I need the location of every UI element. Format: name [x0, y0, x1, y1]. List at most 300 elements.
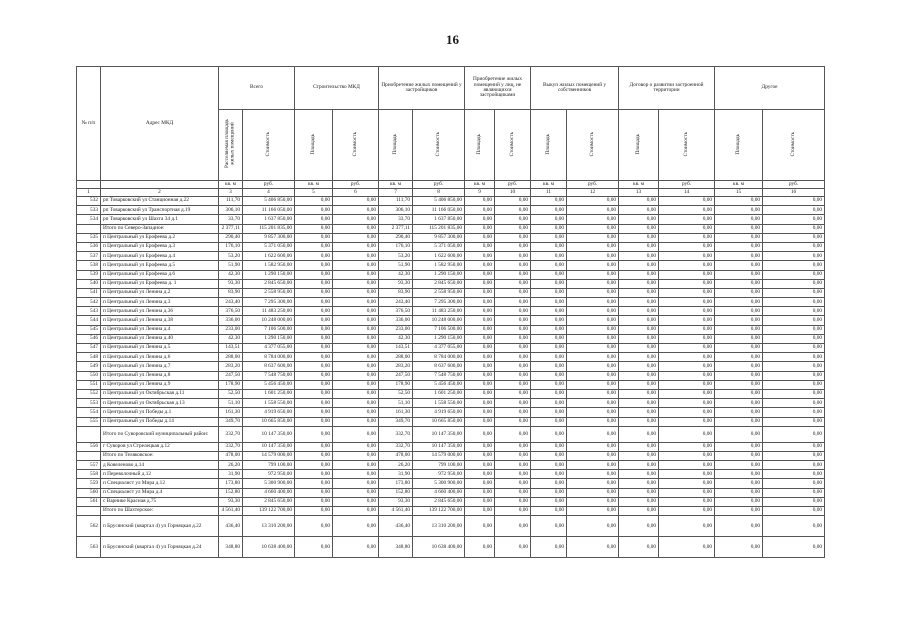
row-value: 7 106 500,00 — [243, 325, 295, 334]
row-value: 0,00 — [619, 537, 659, 558]
row-address: рп Товарковский ул Шахта 34 д.1 — [101, 215, 219, 224]
row-value: 0,00 — [619, 334, 659, 343]
row-value: 10 638 400,00 — [413, 537, 465, 558]
row-value: 0,00 — [495, 470, 531, 479]
row-value: 0,00 — [495, 380, 531, 389]
row-value: 0,00 — [567, 233, 619, 242]
row-value: 2 377,11 — [379, 224, 413, 233]
row-value: 0,00 — [531, 224, 567, 233]
row-value: 2 845 650,00 — [243, 279, 295, 288]
row-value: 0,00 — [495, 334, 531, 343]
row-value: 1 290 150,00 — [413, 270, 465, 279]
table-row — [77, 334, 825, 343]
row-number: 558 — [77, 470, 101, 479]
row-value: 0,00 — [531, 479, 567, 488]
row-value: 0,00 — [763, 353, 825, 362]
row-value: 1 601 250,00 — [413, 389, 465, 398]
unit-area: кв. м — [219, 181, 243, 189]
row-value: 0,00 — [659, 442, 715, 451]
unit-cost: руб. — [243, 181, 295, 189]
row-value: 0,00 — [659, 279, 715, 288]
row-value: 0,00 — [619, 461, 659, 470]
row-value: 0,00 — [659, 537, 715, 558]
row-value: 0,00 — [333, 288, 379, 297]
row-value: 1 558 550,00 — [243, 399, 295, 408]
row-value: 139 122 700,00 — [413, 507, 465, 516]
row-value: 0,00 — [567, 408, 619, 417]
row-value: 0,00 — [619, 488, 659, 497]
row-address: п Центральный ул Ленина д.38 — [101, 316, 219, 325]
row-address: п Центральный ул Ерофеева д.6 — [101, 270, 219, 279]
row-value: 0,00 — [567, 197, 619, 206]
row-value: 0,00 — [495, 516, 531, 537]
row-value: 161,30 — [219, 408, 243, 417]
row-value: 972 950,00 — [243, 470, 295, 479]
row-value: 0,00 — [465, 470, 495, 479]
row-value: 0,00 — [295, 334, 333, 343]
table-row — [77, 362, 825, 371]
row-value: 1 558 550,00 — [413, 399, 465, 408]
row-value: 0,00 — [333, 316, 379, 325]
row-value: 332,70 — [219, 442, 243, 451]
row-value: 0,00 — [333, 470, 379, 479]
row-value: 0,00 — [715, 224, 763, 233]
row-value: 0,00 — [715, 325, 763, 334]
table-row — [77, 307, 825, 316]
table-row — [77, 242, 825, 251]
row-value: 0,00 — [763, 270, 825, 279]
row-address: Итого по Шахтерское: — [101, 507, 219, 516]
row-value: 0,00 — [619, 206, 659, 215]
row-number: 532 — [77, 197, 101, 206]
unit-cost: руб. — [495, 181, 531, 189]
subheader-cost: Стоимость — [413, 110, 465, 181]
row-value: 0,00 — [531, 325, 567, 334]
row-value: 2 558 950,00 — [413, 288, 465, 297]
row-value: 0,00 — [295, 261, 333, 270]
row-value: 4 561,40 — [219, 507, 243, 516]
row-value: 0,00 — [619, 307, 659, 316]
table-row — [77, 252, 825, 261]
row-value: 1 622 600,00 — [243, 252, 295, 261]
row-value: 7 548 750,00 — [243, 371, 295, 380]
subheader-cost: Стоимость — [659, 110, 715, 181]
row-value: 288,00 — [379, 353, 413, 362]
column-number: 9 — [465, 189, 495, 197]
row-address: п Центральный ул Ленина д.8 — [101, 371, 219, 380]
row-value: 0,00 — [659, 362, 715, 371]
row-number: 555 — [77, 417, 101, 426]
row-value: 4 919 650,00 — [243, 408, 295, 417]
row-value: 1 601 250,00 — [243, 389, 295, 398]
row-value: 0,00 — [531, 451, 567, 460]
row-value: 0,00 — [715, 426, 763, 442]
row-value: 0,00 — [715, 389, 763, 398]
row-value: 0,00 — [619, 270, 659, 279]
row-value: 0,00 — [465, 417, 495, 426]
row-value: 33,70 — [379, 215, 413, 224]
row-value: 0,00 — [295, 233, 333, 242]
row-value: 290,40 — [379, 233, 413, 242]
row-value: 0,00 — [295, 242, 333, 251]
row-value: 288,00 — [219, 353, 243, 362]
row-value: 0,00 — [495, 206, 531, 215]
row-address: п Центральный ул Ленина д.36 — [101, 307, 219, 316]
row-address: г Суворов ул Стрелецкая д.12 — [101, 442, 219, 451]
table-row — [77, 389, 825, 398]
unit-cost: руб. — [333, 181, 379, 189]
row-value: 0,00 — [333, 279, 379, 288]
row-value: 0,00 — [659, 451, 715, 460]
row-value: 53,20 — [379, 252, 413, 261]
row-value: 0,00 — [295, 389, 333, 398]
row-value: 0,00 — [333, 353, 379, 362]
row-value: 332,70 — [219, 426, 243, 442]
row-value: 0,00 — [619, 362, 659, 371]
row-value: 143,51 — [379, 344, 413, 353]
row-value: 0,00 — [659, 399, 715, 408]
row-value: 0,00 — [763, 442, 825, 451]
row-value: 336,00 — [219, 316, 243, 325]
row-value: 152,80 — [379, 488, 413, 497]
row-value: 0,00 — [531, 298, 567, 307]
row-value: 247,50 — [379, 371, 413, 380]
row-value: 0,00 — [465, 233, 495, 242]
row-value: 9 857 300,00 — [243, 233, 295, 242]
row-value: 0,00 — [659, 270, 715, 279]
table-row — [77, 270, 825, 279]
subheader-area: Площадь — [465, 110, 495, 181]
row-value: 0,00 — [333, 488, 379, 497]
row-value: 0,00 — [465, 215, 495, 224]
row-value: 0,00 — [531, 470, 567, 479]
row-value: 0,00 — [567, 516, 619, 537]
row-value: 10 147 350,00 — [413, 426, 465, 442]
row-value: 1 290 150,00 — [243, 270, 295, 279]
row-value: 0,00 — [295, 399, 333, 408]
row-value: 0,00 — [295, 215, 333, 224]
unit-area: кв. м — [379, 181, 413, 189]
row-value: 0,00 — [715, 507, 763, 516]
row-number — [77, 507, 101, 516]
row-value: 11 166 050,00 — [243, 206, 295, 215]
units-row — [77, 181, 825, 189]
row-value: 0,00 — [531, 288, 567, 297]
row-value: 0,00 — [619, 417, 659, 426]
subheader-cost: Стоимость — [763, 110, 825, 181]
row-value: 0,00 — [295, 252, 333, 261]
row-value: 0,00 — [763, 399, 825, 408]
row-number: 560 — [77, 488, 101, 497]
row-address: п Центральный ул Ленина д.6 — [101, 353, 219, 362]
row-value: 10 248 000,00 — [413, 316, 465, 325]
row-value: 478,00 — [219, 451, 243, 460]
row-number: 539 — [77, 270, 101, 279]
unit-area: кв. м — [715, 181, 763, 189]
column-number: 14 — [659, 189, 715, 197]
row-value: 0,00 — [659, 461, 715, 470]
row-value: 0,00 — [763, 497, 825, 506]
row-value: 0,00 — [295, 344, 333, 353]
row-value: 0,00 — [295, 488, 333, 497]
row-number: 548 — [77, 353, 101, 362]
header-group-total: Всего — [219, 67, 295, 110]
row-value: 336,00 — [379, 316, 413, 325]
row-value: 0,00 — [531, 334, 567, 343]
row-value: 0,00 — [333, 270, 379, 279]
row-value: 143,51 — [219, 344, 243, 353]
row-address: п Центральный ул Ленина д.2 — [101, 288, 219, 297]
header-address: Адрес МКД — [101, 67, 219, 181]
subheader-cost: Стоимость — [567, 110, 619, 181]
row-value: 0,00 — [465, 325, 495, 334]
row-value: 290,40 — [219, 233, 243, 242]
row-value: 0,00 — [531, 270, 567, 279]
row-value: 0,00 — [295, 417, 333, 426]
row-value: 0,00 — [495, 451, 531, 460]
row-number: 559 — [77, 479, 101, 488]
row-address: п Центральный ул Ерофеева д.3 — [101, 242, 219, 251]
row-value: 0,00 — [465, 479, 495, 488]
row-value: 0,00 — [295, 298, 333, 307]
row-value: 0,00 — [659, 417, 715, 426]
row-value: 42,30 — [379, 270, 413, 279]
unit-area: кв. м — [295, 181, 333, 189]
subtotal-row — [77, 426, 825, 442]
row-value: 0,00 — [465, 389, 495, 398]
row-value: 4 660 400,00 — [413, 488, 465, 497]
row-value: 0,00 — [333, 461, 379, 470]
row-value: 0,00 — [295, 380, 333, 389]
row-value: 0,00 — [295, 206, 333, 215]
row-value: 0,00 — [465, 461, 495, 470]
row-value: 0,00 — [531, 537, 567, 558]
row-value: 0,00 — [495, 488, 531, 497]
row-value: 0,00 — [659, 206, 715, 215]
row-value: 0,00 — [465, 270, 495, 279]
row-value: 0,00 — [333, 334, 379, 343]
row-value: 0,00 — [333, 215, 379, 224]
row-value: 0,00 — [465, 344, 495, 353]
row-number: 552 — [77, 389, 101, 398]
row-value: 0,00 — [531, 233, 567, 242]
row-value: 4 377 055,00 — [413, 344, 465, 353]
row-value: 0,00 — [465, 288, 495, 297]
row-value: 0,00 — [531, 426, 567, 442]
row-value: 349,70 — [219, 417, 243, 426]
row-value: 0,00 — [763, 344, 825, 353]
row-value: 0,00 — [763, 316, 825, 325]
table-row — [77, 206, 825, 215]
row-value: 5 300 900,00 — [413, 479, 465, 488]
row-value: 0,00 — [495, 325, 531, 334]
row-value: 5 406 850,00 — [243, 197, 295, 206]
row-value: 0,00 — [531, 316, 567, 325]
column-number: 7 — [379, 189, 413, 197]
header-group-developer-purchase: Приобретение жилых помещений у застройщиков — [379, 67, 465, 110]
row-number: 545 — [77, 325, 101, 334]
row-value: 11 483 250,00 — [243, 307, 295, 316]
row-value: 0,00 — [567, 371, 619, 380]
row-value: 0,00 — [659, 325, 715, 334]
row-value: 0,00 — [567, 399, 619, 408]
row-value: 0,00 — [567, 279, 619, 288]
row-value: 0,00 — [531, 408, 567, 417]
row-value: 0,00 — [495, 307, 531, 316]
row-value: 0,00 — [567, 417, 619, 426]
row-value: 0,00 — [295, 537, 333, 558]
row-number: 540 — [77, 279, 101, 288]
row-value: 26,20 — [379, 461, 413, 470]
row-value: 0,00 — [567, 470, 619, 479]
header-group-construction: Строительство МКД — [295, 67, 379, 110]
row-value: 0,00 — [333, 252, 379, 261]
row-value: 2 377,11 — [219, 224, 243, 233]
subheader-area: Площадь — [619, 110, 659, 181]
row-value: 0,00 — [495, 298, 531, 307]
row-value: 0,00 — [763, 470, 825, 479]
table-row — [77, 371, 825, 380]
row-value: 0,00 — [619, 426, 659, 442]
row-value: 0,00 — [495, 507, 531, 516]
row-number: 534 — [77, 215, 101, 224]
row-value: 0,00 — [531, 353, 567, 362]
row-value: 8 784 000,00 — [413, 353, 465, 362]
unit-area: кв. м — [619, 181, 659, 189]
row-value: 348,80 — [379, 537, 413, 558]
row-value: 0,00 — [465, 426, 495, 442]
row-value: 0,00 — [295, 307, 333, 316]
row-value: 139 122 700,00 — [243, 507, 295, 516]
row-address: п Специалист ул Мира д.4 — [101, 488, 219, 497]
row-value: 0,00 — [495, 279, 531, 288]
row-address: с Варнике Красная д.75 — [101, 497, 219, 506]
row-value: 0,00 — [333, 426, 379, 442]
row-value: 0,00 — [619, 344, 659, 353]
row-value: 4 377 055,00 — [243, 344, 295, 353]
row-value: 0,00 — [763, 252, 825, 261]
row-value: 10 147 350,00 — [243, 442, 295, 451]
row-value: 51,10 — [219, 399, 243, 408]
row-value: 0,00 — [659, 334, 715, 343]
row-value: 0,00 — [763, 507, 825, 516]
row-number: 556 — [77, 442, 101, 451]
table-row — [77, 344, 825, 353]
row-value: 0,00 — [619, 479, 659, 488]
row-value: 0,00 — [619, 516, 659, 537]
row-value: 0,00 — [465, 353, 495, 362]
row-value: 4 660 400,00 — [243, 488, 295, 497]
row-value: 0,00 — [465, 362, 495, 371]
row-value: 0,00 — [465, 380, 495, 389]
row-value: 10 665 850,00 — [243, 417, 295, 426]
row-address: Итого по Суворовский муниципальный район: — [101, 426, 219, 442]
row-address: п Центральный ул Ленина д.9 — [101, 380, 219, 389]
row-value: 0,00 — [465, 224, 495, 233]
row-address: Итого по Теляковское: — [101, 451, 219, 460]
row-value: 0,00 — [715, 380, 763, 389]
row-value: 0,00 — [763, 380, 825, 389]
row-value: 4 919 650,00 — [413, 408, 465, 417]
row-value: 0,00 — [763, 461, 825, 470]
row-value: 0,00 — [465, 206, 495, 215]
table-row — [77, 488, 825, 497]
row-address: п Центральный ул Ленина д.7 — [101, 362, 219, 371]
row-value: 51,90 — [379, 261, 413, 270]
row-value: 0,00 — [333, 516, 379, 537]
row-address: п Центральный ул Победы д.1 — [101, 408, 219, 417]
row-value: 0,00 — [619, 389, 659, 398]
row-value: 0,00 — [715, 242, 763, 251]
row-value: 0,00 — [715, 334, 763, 343]
table-row — [77, 399, 825, 408]
row-value: 0,00 — [465, 261, 495, 270]
row-value: 0,00 — [495, 479, 531, 488]
row-value: 0,00 — [619, 298, 659, 307]
row-value: 0,00 — [715, 288, 763, 297]
row-address: п Центральный ул Победы д.14 — [101, 417, 219, 426]
row-value: 0,00 — [531, 417, 567, 426]
row-value: 0,00 — [619, 288, 659, 297]
row-value: 0,00 — [333, 307, 379, 316]
row-value: 0,00 — [659, 298, 715, 307]
row-value: 0,00 — [567, 316, 619, 325]
row-value: 0,00 — [619, 399, 659, 408]
row-value: 0,00 — [659, 307, 715, 316]
row-value: 0,00 — [763, 298, 825, 307]
row-value: 83,90 — [379, 288, 413, 297]
row-value: 0,00 — [715, 442, 763, 451]
row-value: 0,00 — [465, 242, 495, 251]
row-value: 7 295 300,00 — [243, 298, 295, 307]
column-number: 15 — [715, 189, 763, 197]
row-value: 0,00 — [465, 442, 495, 451]
row-value: 0,00 — [531, 516, 567, 537]
table-row — [77, 461, 825, 470]
row-value: 5 300 900,00 — [243, 479, 295, 488]
row-value: 0,00 — [567, 426, 619, 442]
row-value: 178,90 — [379, 380, 413, 389]
row-value: 0,00 — [465, 334, 495, 343]
row-value: 0,00 — [333, 233, 379, 242]
row-value: 0,00 — [495, 270, 531, 279]
row-address: п Центральный ул Ленина д.5 — [101, 344, 219, 353]
row-value: 0,00 — [531, 389, 567, 398]
row-value: 0,00 — [763, 389, 825, 398]
header-group-development-contract: Договор о развитии застроенной территории — [619, 67, 715, 110]
row-value: 0,00 — [295, 362, 333, 371]
unit-cost: руб. — [413, 181, 465, 189]
row-value: 0,00 — [495, 344, 531, 353]
row-value: 0,00 — [659, 224, 715, 233]
row-value: 0,00 — [619, 408, 659, 417]
row-number: 562 — [77, 516, 101, 537]
table-row — [77, 261, 825, 270]
row-value: 0,00 — [763, 488, 825, 497]
row-value: 0,00 — [659, 316, 715, 325]
unit-area: кв. м — [465, 181, 495, 189]
row-address: п Центральный ул Ленина д.40 — [101, 334, 219, 343]
row-value: 0,00 — [763, 417, 825, 426]
row-value: 0,00 — [465, 307, 495, 316]
row-value: 0,00 — [715, 270, 763, 279]
table-row — [77, 408, 825, 417]
row-value: 436,40 — [379, 516, 413, 537]
row-value: 0,00 — [295, 442, 333, 451]
row-value: 14 579 000,00 — [243, 451, 295, 460]
row-value: 83,90 — [219, 288, 243, 297]
row-value: 799 100,00 — [413, 461, 465, 470]
